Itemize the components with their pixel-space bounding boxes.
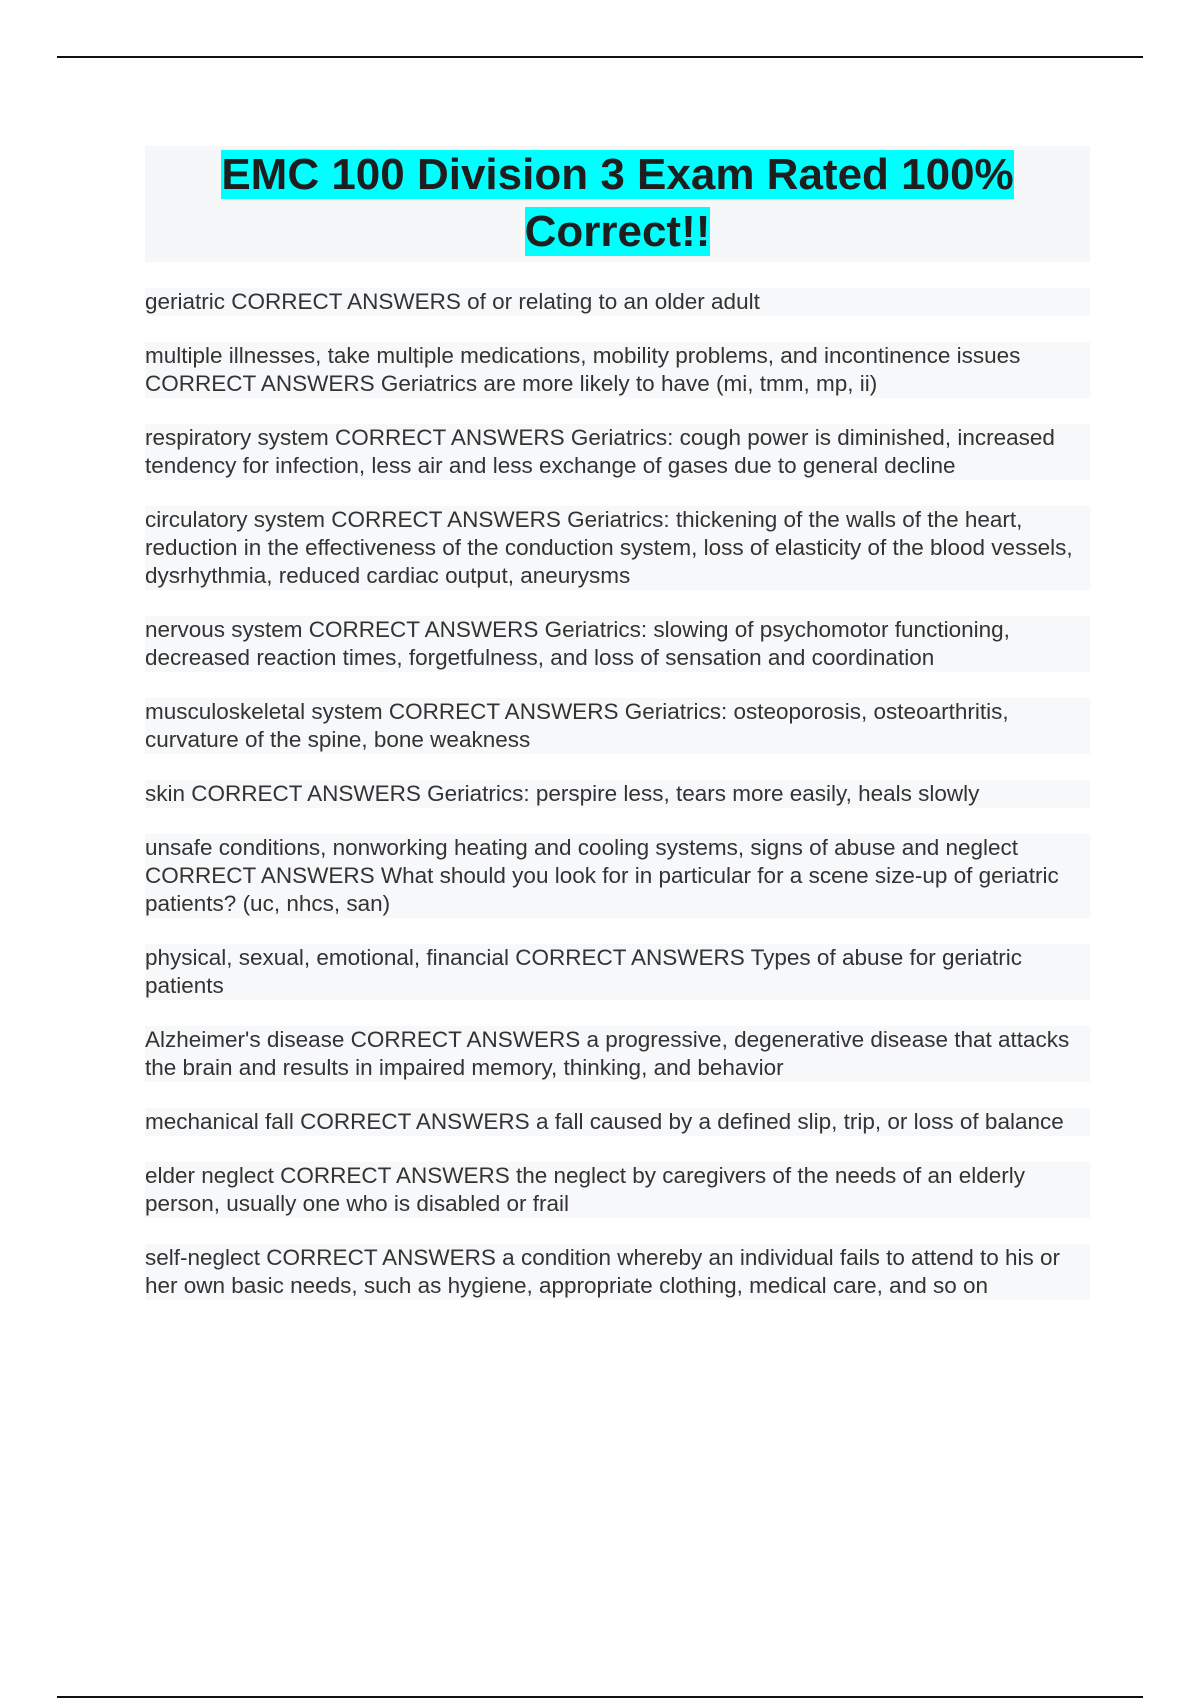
entry-types-of-abuse: physical, sexual, emotional, financial CORRECT ANSWERS Types of abuse for geriatric patients — [145, 944, 1090, 1000]
entry-skin: skin CORRECT ANSWERS Geriatrics: perspire less, tears more easily, heals slowly — [145, 780, 1090, 808]
entry-musculoskeletal-system: musculoskeletal system CORRECT ANSWERS Geriatrics: osteoporosis, osteoarthritis, curvature of the spine, bone weakness — [145, 698, 1090, 754]
entry-mechanical-fall: mechanical fall CORRECT ANSWERS a fall caused by a defined slip, trip, or loss of balance — [145, 1108, 1090, 1136]
entry-self-neglect: self-neglect CORRECT ANSWERS a condition whereby an individual fails to attend to his or her own basic needs, such as hygiene, appropriate clothing, medical care, and so on — [145, 1244, 1090, 1300]
document-title-text: EMC 100 Division 3 Exam Rated 100% Correct!! — [221, 150, 1014, 256]
entry-scene-size-up: unsafe conditions, nonworking heating and cooling systems, signs of abuse and neglect CORRECT ANSWERS What should you look for in particular for a scene size-up of geriatric patients? (uc, nhcs, san) — [145, 834, 1090, 918]
entry-nervous-system: nervous system CORRECT ANSWERS Geriatrics: slowing of psychomotor functioning, decreased reaction times, forgetfulness, and loss of sensation and coordination — [145, 616, 1090, 672]
bottom-rule — [57, 1696, 1143, 1698]
document-title — [155, 146, 1080, 260]
entry-respiratory-system: respiratory system CORRECT ANSWERS Geriatrics: cough power is diminished, increased tendency for infection, less air and less exchange of gases due to general decline — [145, 424, 1090, 480]
document-body — [145, 146, 1090, 1326]
top-rule — [57, 56, 1143, 58]
title-block — [145, 146, 1090, 262]
entry-geriatric-conditions: multiple illnesses, take multiple medications, mobility problems, and incontinence issues CORRECT ANSWERS Geriatrics are more likely to have (mi, tmm, mp, ii) — [145, 342, 1090, 398]
entry-geriatric: geriatric CORRECT ANSWERS of or relating to an older adult — [145, 288, 1090, 316]
entry-circulatory-system: circulatory system CORRECT ANSWERS Geriatrics: thickening of the walls of the heart, reduction in the effectiveness of the conduction system, loss of elasticity of the blood vessels, dysrhythmia, reduced cardiac output, aneurysms — [145, 506, 1090, 590]
entry-elder-neglect: elder neglect CORRECT ANSWERS the neglect by caregivers of the needs of an elderly person, usually one who is disabled or frail — [145, 1162, 1090, 1218]
entry-alzheimers-disease: Alzheimer's disease CORRECT ANSWERS a progressive, degenerative disease that attacks the brain and results in impaired memory, thinking, and behavior — [145, 1026, 1090, 1082]
